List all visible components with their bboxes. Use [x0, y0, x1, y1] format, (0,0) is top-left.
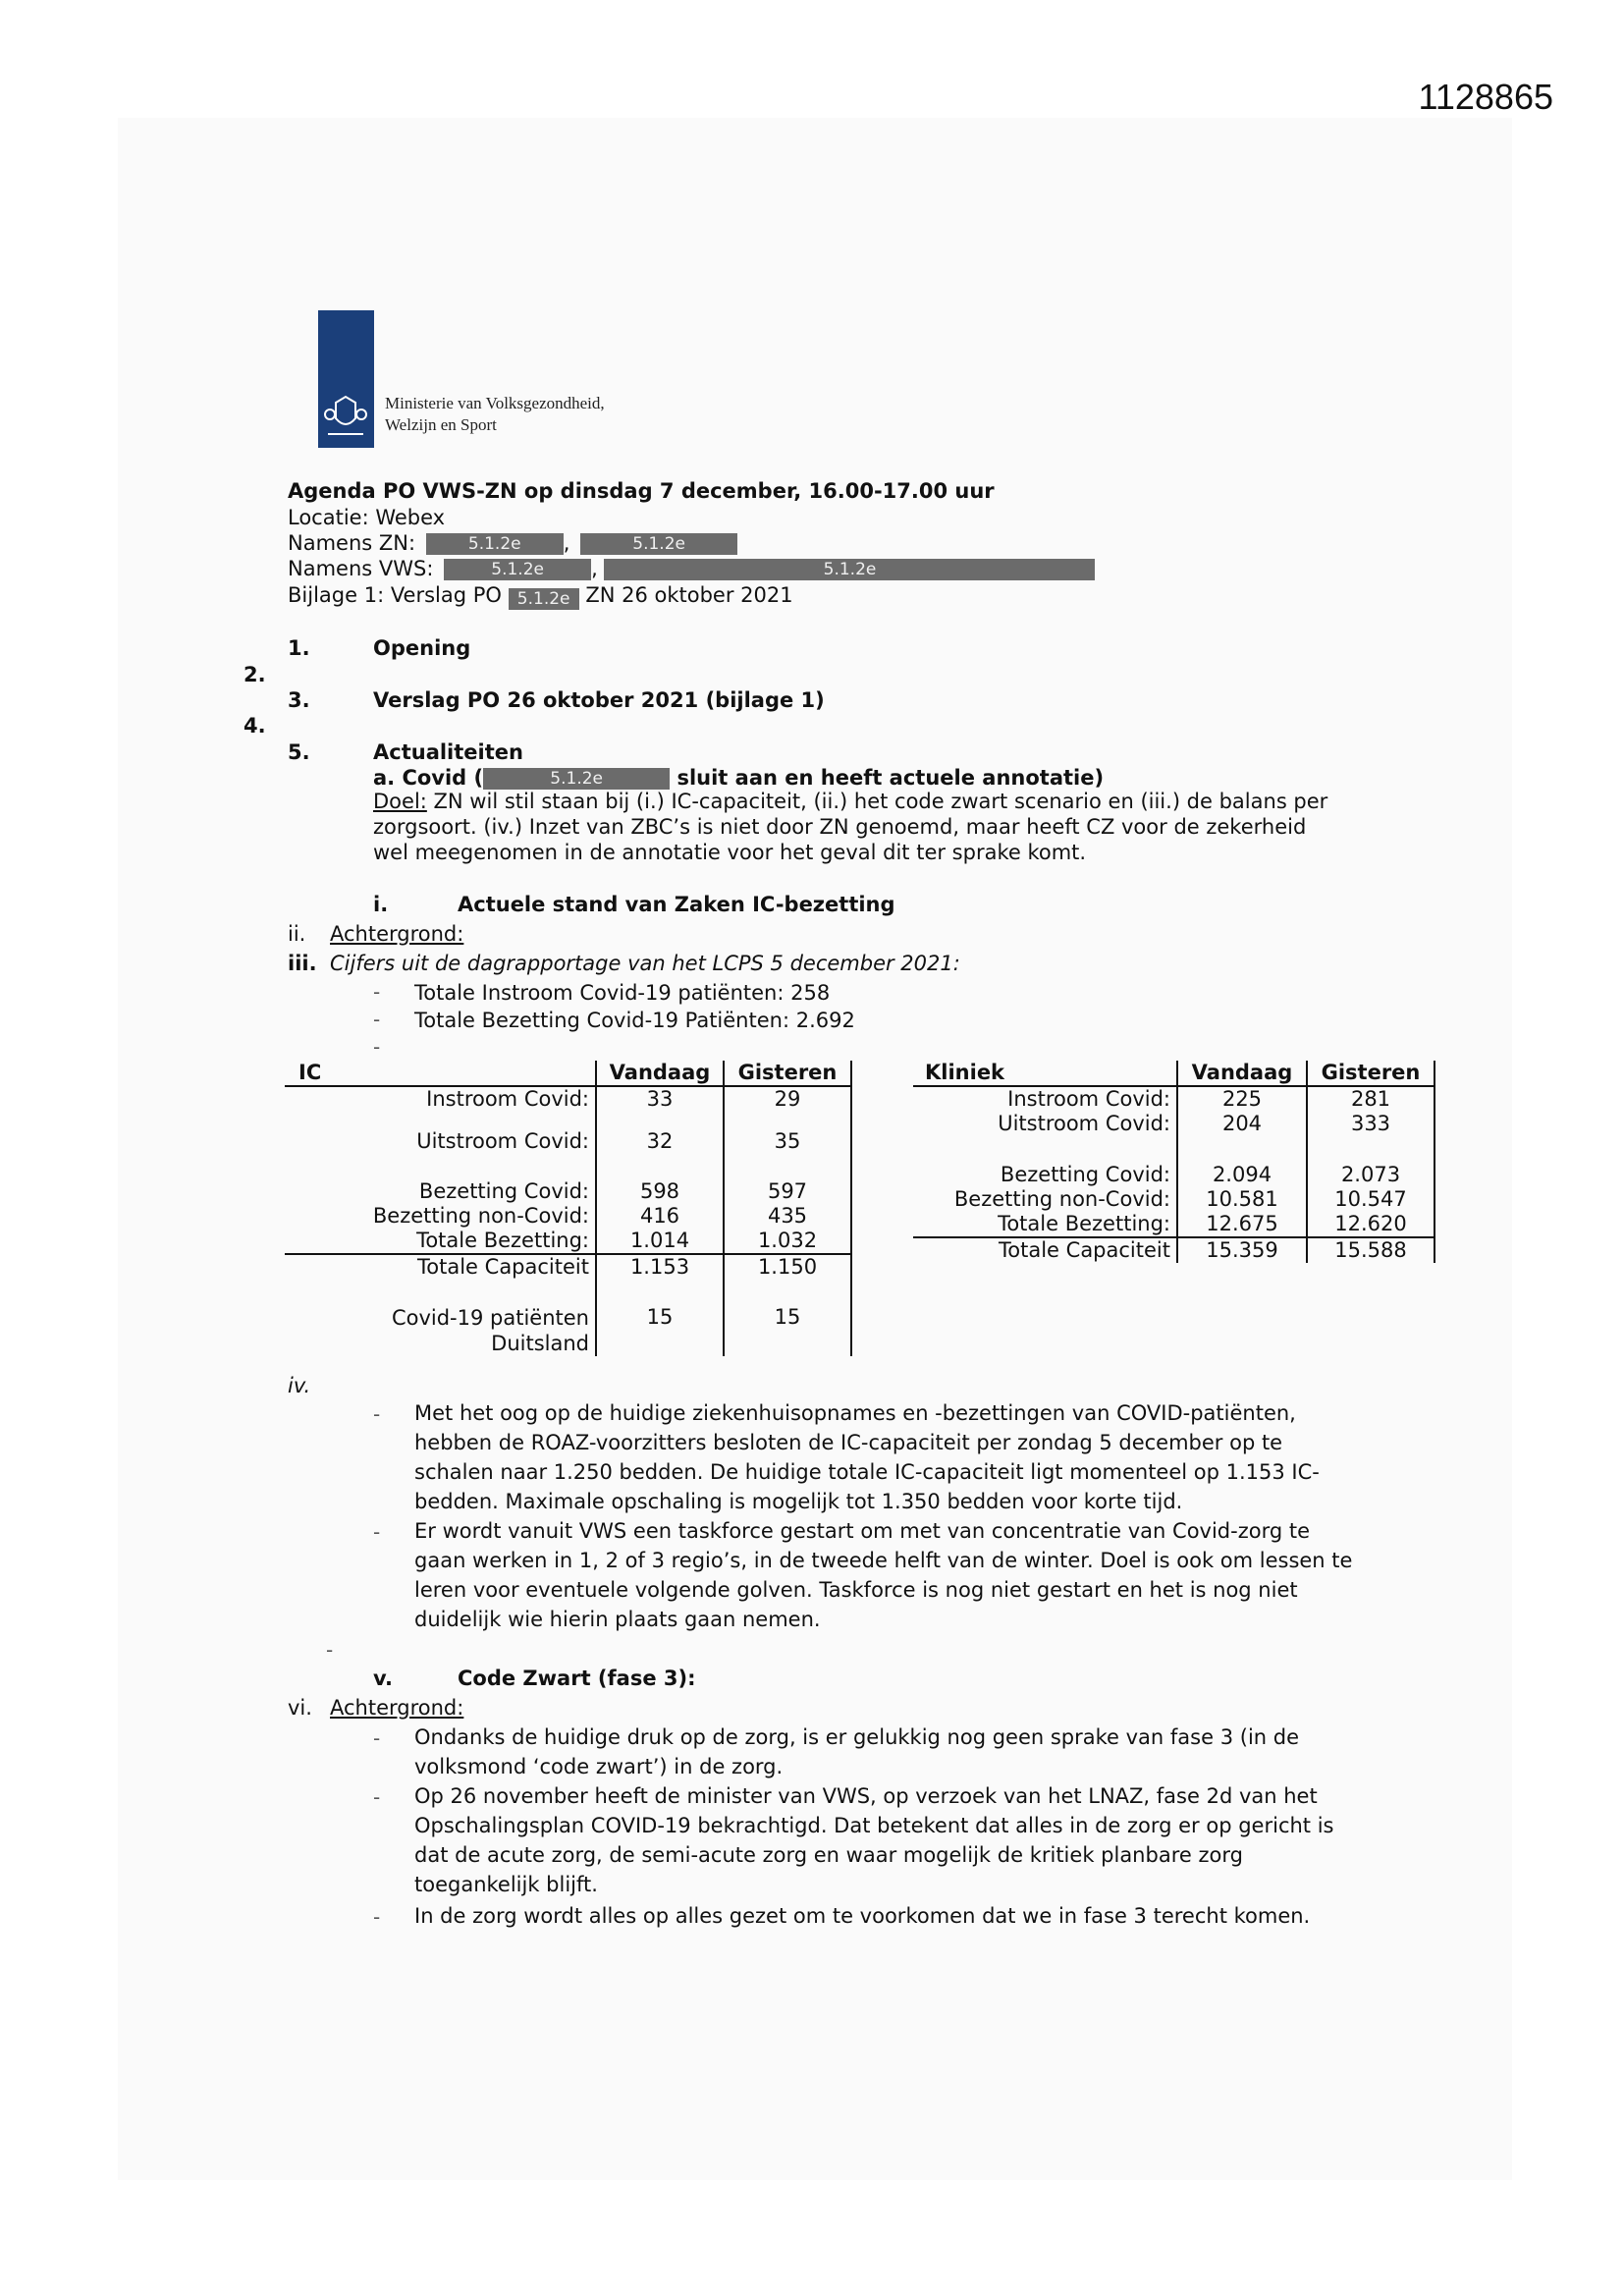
cell-vandaag: 2.094	[1177, 1163, 1307, 1187]
cell-vandaag: 12.675	[1177, 1212, 1307, 1237]
doel-label: Doel:	[373, 790, 427, 813]
cell-vandaag: 33	[596, 1086, 724, 1112]
instroom-total: Totale Instroom Covid-19 patiënten: 258	[414, 981, 831, 1005]
table-row	[913, 1112, 1435, 1136]
cell-gisteren: 15.588	[1307, 1237, 1435, 1263]
table-row	[285, 1254, 851, 1280]
table-row	[285, 1129, 851, 1154]
covid-suffix: sluit aan en heeft actuele annotatie)	[677, 766, 1105, 790]
cell-vandaag: 10.581	[1177, 1187, 1307, 1212]
cell-vandaag: 1.153	[596, 1254, 724, 1280]
redaction-box: 5.1.2e	[426, 533, 564, 555]
ic-table	[285, 1061, 852, 1356]
redaction-box: 5.1.2e	[483, 768, 670, 790]
section-number: ii.	[288, 922, 306, 946]
row-label: Uitstroom Covid:	[416, 1129, 589, 1153]
bullet-dash: -	[373, 1035, 381, 1059]
agenda-number: 4.	[244, 714, 266, 738]
row-label: Bezetting Covid:	[418, 1179, 589, 1203]
cell-vandaag: 598	[596, 1179, 724, 1204]
row-label: Totale Capaciteit	[417, 1255, 589, 1279]
table-header: IC	[285, 1061, 596, 1086]
cell-vandaag: 225	[1177, 1086, 1307, 1112]
redaction-box: 5.1.2e	[444, 559, 591, 580]
table-row	[285, 1204, 851, 1229]
agenda-title: Agenda PO VWS-ZN op dinsdag 7 december, 16.00-17.00 uur	[288, 479, 995, 503]
vi-bullet-1: Ondanks de huidige druk op de zorg, is er gelukkig nog geen sprake van fase 3 (in de volksmond ‘code zwart’) in de zorg.	[414, 1725, 1300, 1778]
coat-of-arms-icon	[322, 391, 369, 442]
row-label: Totale Bezetting:	[285, 1229, 596, 1254]
section-number: iv.	[288, 1374, 311, 1397]
bullet-dash: -	[373, 980, 381, 1004]
covid-heading	[373, 765, 1104, 791]
doel-text: ZN wil stil staan bij (i.) IC-capaciteit, (ii.) het code zwart scenario en (iii.) de balans per zorgsoort. (iv.) Inzet van ZBC’s is niet door ZN genoemd, maar heeft CZ voor de zekerheid wel meegenomen in de annotatie voor het geval dit ter sprake komt.	[373, 790, 1328, 864]
agenda-item-actualiteiten: Actualiteiten	[373, 740, 523, 764]
bijlage-prefix: Bijlage 1: Verslag PO	[288, 583, 502, 607]
bijlage-suffix: ZN 26 oktober 2021	[585, 583, 793, 607]
redaction-box: 5.1.2e	[604, 559, 1095, 580]
ministry-name-line2: Welzijn en Sport	[385, 415, 497, 434]
cell-gisteren: 29	[724, 1086, 851, 1112]
cell-gisteren: 12.620	[1307, 1212, 1435, 1237]
achtergrond-label: Achtergrond:	[330, 922, 464, 946]
table-header: Vandaag	[596, 1061, 724, 1086]
comma: ,	[563, 531, 570, 555]
cell-gisteren: 1.032	[724, 1229, 851, 1254]
agenda-number: 5.	[288, 740, 310, 764]
namens-vws	[288, 556, 1095, 581]
redaction-box: 5.1.2e	[509, 588, 579, 610]
row-label: Instroom Covid:	[1007, 1087, 1170, 1111]
cell-vandaag: 204	[1177, 1112, 1307, 1136]
cell-gisteren: 333	[1307, 1112, 1435, 1136]
bullet-dash: -	[373, 1008, 381, 1031]
table-row	[913, 1163, 1435, 1187]
agenda-item-opening: Opening	[373, 636, 471, 660]
agenda-item-verslag: Verslag PO 26 oktober 2021 (bijlage 1)	[373, 688, 825, 712]
doel-paragraph	[373, 789, 1345, 865]
namens-vws-label: Namens VWS:	[288, 557, 434, 580]
covid-prefix: a. Covid (	[373, 766, 484, 790]
cell-vandaag: 15.359	[1177, 1237, 1307, 1263]
section-title-code-zwart: Code Zwart (fase 3):	[458, 1667, 696, 1690]
bezetting-total: Totale Bezetting Covid-19 Patiënten: 2.692	[414, 1009, 855, 1032]
kliniek-table	[913, 1061, 1435, 1263]
row-label: Uitstroom Covid:	[998, 1112, 1170, 1135]
table-row	[913, 1086, 1435, 1112]
table-header: Vandaag	[1177, 1061, 1307, 1086]
section-number: vi.	[288, 1696, 312, 1720]
table-row	[913, 1212, 1435, 1237]
agenda-number: 2.	[244, 663, 266, 686]
section-number: v.	[373, 1667, 393, 1690]
cell-vandaag: 1.014	[596, 1229, 724, 1254]
table-header: Kliniek	[913, 1061, 1177, 1086]
bullet-dash: -	[373, 1520, 381, 1544]
table-row	[285, 1305, 851, 1356]
ministry-name-line1: Ministerie van Volksgezondheid,	[385, 394, 605, 412]
row-label: Bezetting Covid:	[1000, 1163, 1170, 1186]
section-number: i.	[373, 893, 389, 916]
cell-gisteren: 597	[724, 1179, 851, 1204]
achtergrond-label: Achtergrond:	[330, 1696, 464, 1720]
row-label: Covid-19 patiënten Duitsland	[391, 1306, 589, 1355]
cijfers-heading: Cijfers uit de dagrapportage van het LCPS 5 december 2021:	[330, 952, 960, 975]
iv-bullet-1: Met het oog op de huidige ziekenhuisopnames en -bezettingen van COVID-patiënten, hebben de ROAZ-voorzitters besloten de IC-capaciteit per zondag 5 december op te schalen naar 1.250 bedden. De huidige totale IC-capaciteit ligt momenteel op 1.153 IC-bedden. Maximale opschaling is mogelijk tot 1.350 bedden voor korte tijd.	[414, 1401, 1320, 1513]
vi-bullet-3: In de zorg wordt alles op alles gezet om te voorkomen dat we in fase 3 terecht komen.	[414, 1904, 1311, 1928]
table-row	[913, 1187, 1435, 1212]
bullet-dash: -	[373, 1905, 381, 1929]
bullet-dash: -	[326, 1638, 334, 1662]
iv-bullet-2: Er wordt vanuit VWS een taskforce gestart om met van concentratie van Covid-zorg te gaan werken in 1, 2 of 3 regio’s, in de tweede helft van de winter. Doel is ook om lessen te leren voor eventuele volgende golven. Taskforce is nog niet gestart en het is nog niet duidelijk wie hierin plaats gaan nemen.	[414, 1519, 1353, 1631]
bullet-dash: -	[373, 1402, 381, 1426]
cell-vandaag: 416	[596, 1204, 724, 1229]
bullet-dash: -	[373, 1785, 381, 1809]
cell-gisteren: 435	[724, 1204, 851, 1229]
row-label: Totale Capaciteit	[999, 1238, 1170, 1262]
cell-vandaag: 15	[596, 1305, 724, 1356]
row-label: Bezetting non-Covid:	[953, 1187, 1170, 1211]
agenda-number: 1.	[288, 636, 310, 660]
cell-gisteren: 35	[724, 1129, 851, 1154]
namens-zn	[288, 530, 737, 556]
section-number: iii.	[288, 952, 317, 975]
cell-gisteren: 2.073	[1307, 1163, 1435, 1187]
table-header-row	[913, 1061, 1435, 1086]
cell-gisteren: 15	[724, 1305, 851, 1356]
document-id: 1128865	[1418, 77, 1553, 117]
redaction-box: 5.1.2e	[580, 533, 737, 555]
locatie: Locatie: Webex	[288, 506, 446, 529]
agenda-number: 3.	[288, 688, 310, 712]
row-label: Bezetting non-Covid:	[372, 1204, 589, 1228]
vi-bullet-2: Op 26 november heeft de minister van VWS, op verzoek van het LNAZ, fase 2d van het Opschalingsplan COVID-19 bekrachtigd. Dat betekent dat alles in de zorg er op gericht is dat de acute zorg, de semi-acute zorg en waar mogelijk de kritiek planbare zorg toegankelijk blijft.	[414, 1784, 1334, 1896]
cell-gisteren: 10.547	[1307, 1187, 1435, 1212]
namens-zn-label: Namens ZN:	[288, 531, 416, 555]
table-row	[285, 1229, 851, 1254]
row-label: Instroom Covid:	[426, 1087, 589, 1111]
table-header-row	[285, 1061, 851, 1086]
ministry-name	[385, 393, 605, 436]
section-title-ic-bezetting: Actuele stand van Zaken IC-bezetting	[458, 893, 895, 916]
cell-vandaag: 32	[596, 1129, 724, 1154]
bullet-dash: -	[373, 1726, 381, 1750]
cell-gisteren: 281	[1307, 1086, 1435, 1112]
table-row	[913, 1237, 1435, 1263]
row-label: Totale Bezetting:	[913, 1212, 1177, 1237]
table-row	[285, 1086, 851, 1112]
bijlage	[288, 582, 793, 610]
cell-gisteren: 1.150	[724, 1254, 851, 1280]
comma: ,	[591, 557, 598, 580]
table-header: Gisteren	[724, 1061, 851, 1086]
table-row	[285, 1179, 851, 1204]
table-header: Gisteren	[1307, 1061, 1435, 1086]
